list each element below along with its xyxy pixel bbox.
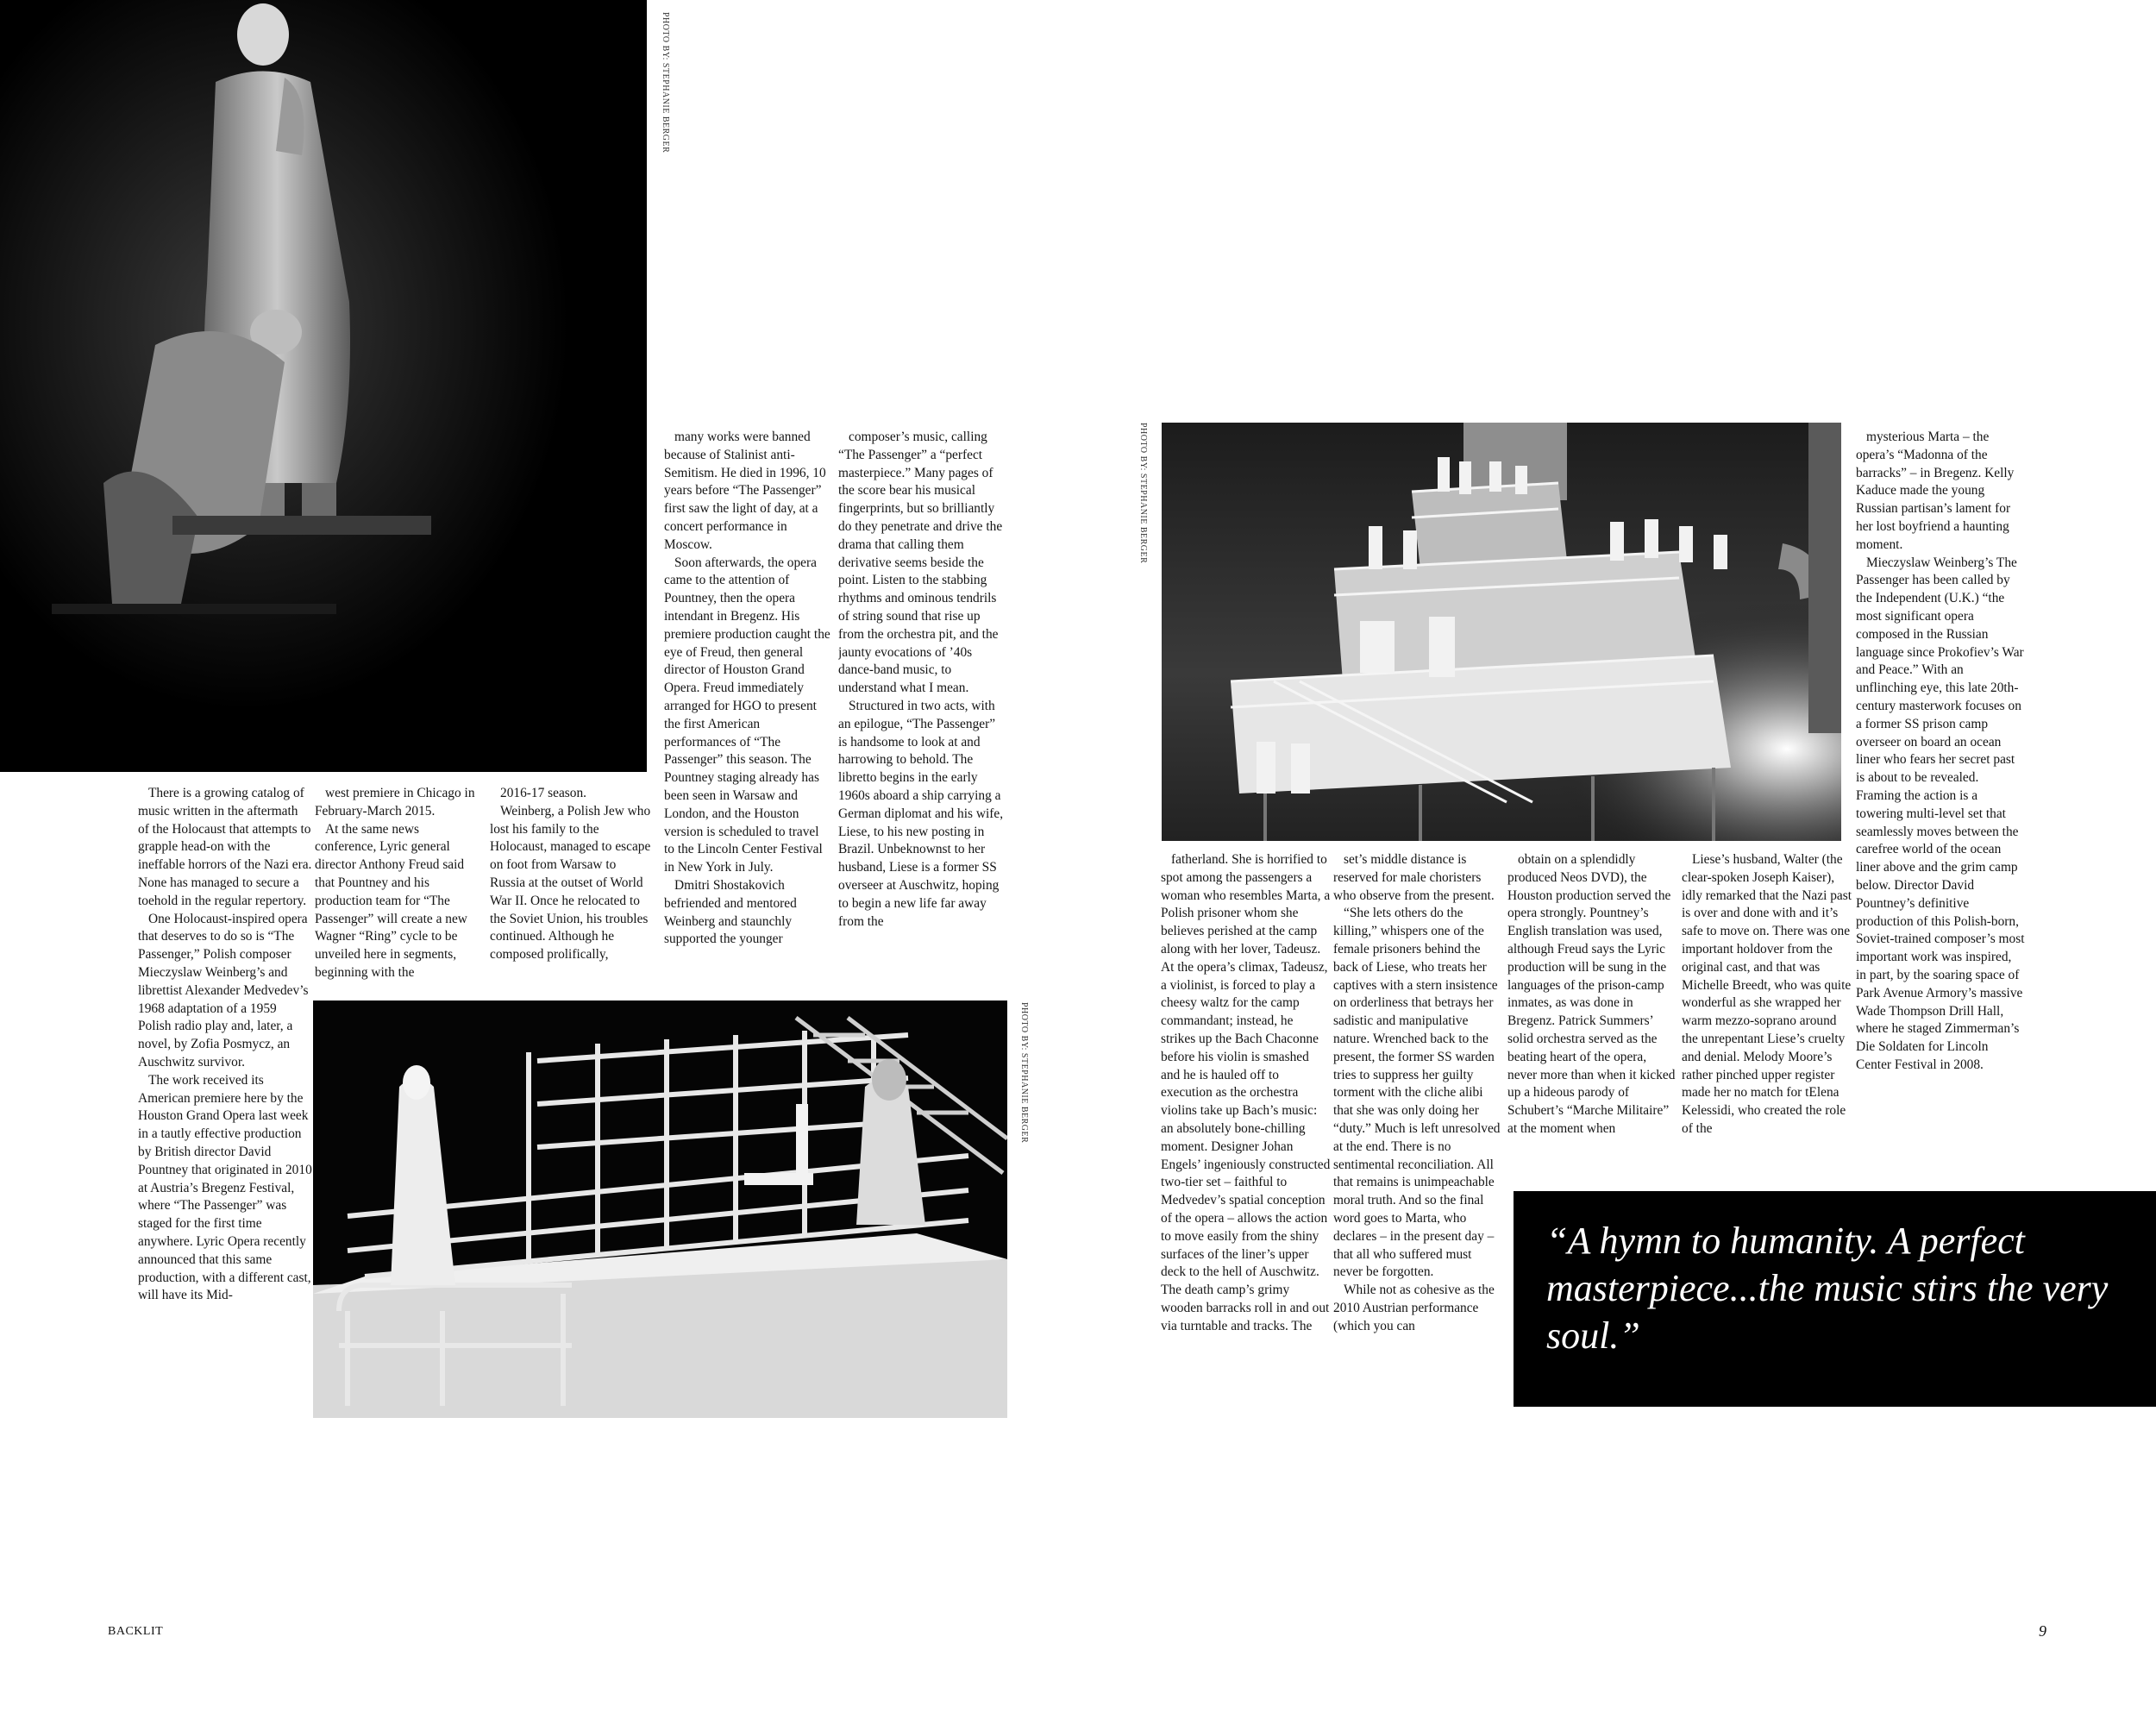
paragraph: west premiere in Chicago in February-March 2015. <box>315 786 475 819</box>
article-column-9 <box>1682 851 1852 1172</box>
photo-credit: PHOTO BY: STEPHANIE BERGER <box>1138 423 1148 564</box>
paragraph: At the same news conference, Lyric general director Anthony Freud said that Pountney and his production team for “The Passenger” will create a new Wagner “Ring” cycle to be unveiled here in segments, beginning with the <box>315 821 467 980</box>
photo-performers-dark-stage <box>0 0 647 772</box>
paragraph: composer’s music, calling “The Passenger” a “perfect masterpiece.” Many pages of the score bear his musical fingerprints, but so brilliantly do they penetrate and drive the drama that calling them derivative seems beside the point. Listen to the stabbing rhythms and ominous tendrils of string sound that rise up from the orchestra pit, and the jaunty evocations of ’40s dance-band music, to understand what I mean. <box>838 430 1003 696</box>
paragraph: obtain on a splendidly produced Neos DVD), the Houston production served the opera strongly. Pountney’s English translation was used, although Freud says the Lyric production will be sung in the languages of the prison-camp inmates, as was done in Bregenz. Patrick Summers’ solid orchestra served as the beating heart of the opera, never more than when it kicked up a hideous parody of Schubert’s “Marche Militaire” at the moment when <box>1507 852 1676 1136</box>
article-column-1 <box>138 785 312 1425</box>
paragraph: There is a growing catalog of music written in the aftermath of the Holocaust that attempts to grapple head-on with the ineffable horrors of the Nazi era. None has managed to secure a toehold in the regular repertory. <box>138 786 312 908</box>
photo-credit: PHOTO BY: STEPHANIE BERGER <box>1019 1002 1029 1144</box>
paragraph: fatherland. She is horrified to spot among the passengers a woman who resembles Marta, a Polish prisoner whom she believes perished at the camp along with her lover, Tadeusz. At the opera’s climax, Tadeusz, a violinist, is forced to play a cheesy waltz for the camp commandant; instead, he strikes up the Bach Chaconne before his violin is smashed and he is hauled off to execution as the orchestra violins take up Bach’s music: an absolutely bone-chilling moment. Designer Johan Engels’ ingeniously constructed two-tier set – faithful to Medvedev’s spatial conception of the opera – allows the action to move easily from the shiny surfaces of the liner’s upper deck to the hell of Auschwitz. The death camp’s grimy wooden barracks roll in and out via turntable and tracks. The <box>1161 852 1331 1333</box>
pull-quote <box>1514 1191 2156 1407</box>
paragraph: One Holocaust-inspired opera that deserves to do so is “The Passenger,” Polish composer Mieczyslaw Weinberg’s and librettist Alexander Medvedev’s 1968 adaptation of a 1959 Polish radio play and, later, a novel, by Zofia Posmycz, an Auschwitz survivor. <box>138 911 309 1070</box>
article-column-4 <box>664 429 832 989</box>
paragraph: set’s middle distance is reserved for male choristers who observe from the present. <box>1333 852 1495 903</box>
paragraph: Soon afterwards, the opera came to the attention of Pountney, then the opera intendant in Bregenz. His premiere production caught the eye of Freud, then general director of Houston Grand Opera. Freud immediately arranged for HGO to present the first American performances of “The Passenger” this season. The Pountney staging already has been seen in Warsaw and London, and the Houston version is scheduled to travel to the Lincoln Center Festival in New York in July. <box>664 555 830 875</box>
article-column-8 <box>1507 851 1677 1172</box>
photo-multilevel-set <box>1162 423 1841 841</box>
paragraph: mysterious Marta – the opera’s “Madonna of the barracks” – in Bregenz. Kelly Kaduce made the young Russian partisan’s lament for her lost boyfriend a haunting moment. <box>1856 430 2015 552</box>
paragraph: many works were banned because of Stalinist anti-Semitism. He died in 1996, 10 years before “The Passenger” first saw the light of day, at a concert performance in Moscow. <box>664 430 826 552</box>
paragraph: Structured in two acts, with an epilogue, “The Passenger” is handsome to look at and harrowing to behold. The libretto begins in the early 1960s aboard a ship carrying a German diplomat and his wife, Liese, to his new posting in Brazil. Unbeknownst to her husband, Liese is a former SS overseer at Auschwitz, hoping to begin a new life far away from the <box>838 698 1004 929</box>
paragraph: “She lets others do the killing,” whispers one of the female prisoners behind the back of Liese, who treats her captives with a stern insistence on orderliness that betrays her sadistic and manipulative nature. Wrenched back to the present, the former SS warden tries to suppress her guilty torment with the cliche alibi that she was only doing her “duty.” Much is left unresolved at the end. There is no sentimental reconciliation. All that remains is unimpeachable moral truth. And so the final word goes to Marta, who declares – in the present day – that all who suffered must never be forgotten. <box>1333 906 1501 1280</box>
paragraph: 2016-17 season. <box>500 786 587 800</box>
paragraph: Liese’s husband, Walter (the clear-spoken Joseph Kaiser), idly remarked that the Nazi past is over and done with and it’s safe to move on. There was one important holdover from the original cast, and that was Michelle Breedt, who was quite wonderful as she wrapped her warm mezzo-soprano around the unrepentant Liese’s cruelty and denial. Melody Moore’s rather pinched upper register made her no match for tElena Kelessidi, who created the role of the <box>1682 852 1852 1136</box>
photo-credit: PHOTO BY: STEPHANIE BERGER <box>661 12 670 154</box>
paragraph: Mieczyslaw Weinberg’s The Passenger has been called by the Independent (U.K.) “the most significant opera composed in the Russian language since Prokofiev’s War and Peace.” With an unflinching eye, this late 20th-century masterwork focuses on a former SS prison camp overseer on board an ocean liner who fears her secret past is about to be revealed. Framing the action is a towering multi-level set that seamlessly moves between the carefree world of the ocean liner above and the grim camp below. Director David Pountney’s definitive production of this Polish-born, Soviet-trained composer’s most important work was inspired, in part, by the soaring space of Park Avenue Armory’s massive Wade Thompson Drill Hall, where he staged Zimmerman’s Die Soldaten for Lincoln Center Festival in 2008. <box>1856 555 2025 1072</box>
page-number: 9 <box>2039 1622 2046 1640</box>
paragraph: Dmitri Shostakovich befriended and mentored Weinberg and staunchly supported the younger <box>664 877 797 947</box>
paragraph: While not as cohesive as the 2010 Austrian performance (which you can <box>1333 1283 1495 1333</box>
paragraph: The work received its American premiere here by the Houston Grand Opera last week in a tautly effective production by British director David Pountney that originated in 2010 at Austria’s Bregenz Festival, where “The Passenger” was staged for the first time anywhere. Lyric Opera recently announced that this same production, with a different cast, will have its Mid- <box>138 1072 312 1303</box>
photo-women-on-deck <box>313 1000 1007 1418</box>
publication-name: BACKLIT <box>108 1625 164 1638</box>
article-column-5 <box>838 429 1006 989</box>
article-column-6 <box>1161 851 1331 1412</box>
article-column-2 <box>315 785 483 985</box>
article-column-3 <box>490 785 654 985</box>
article-column-7 <box>1333 851 1503 1412</box>
paragraph: Weinberg, a Polish Jew who lost his family to the Holocaust, managed to escape on foot from Warsaw to Russia at the outset of World War II. Once he relocated to the Soviet Union, his troubles continued. Although he composed prolifically, <box>490 803 651 963</box>
pull-quote-text: “A hymn to humanity. A perfect masterpiece...the music stirs the very soul.” <box>1546 1220 2109 1357</box>
article-column-10 <box>1856 429 2025 1179</box>
